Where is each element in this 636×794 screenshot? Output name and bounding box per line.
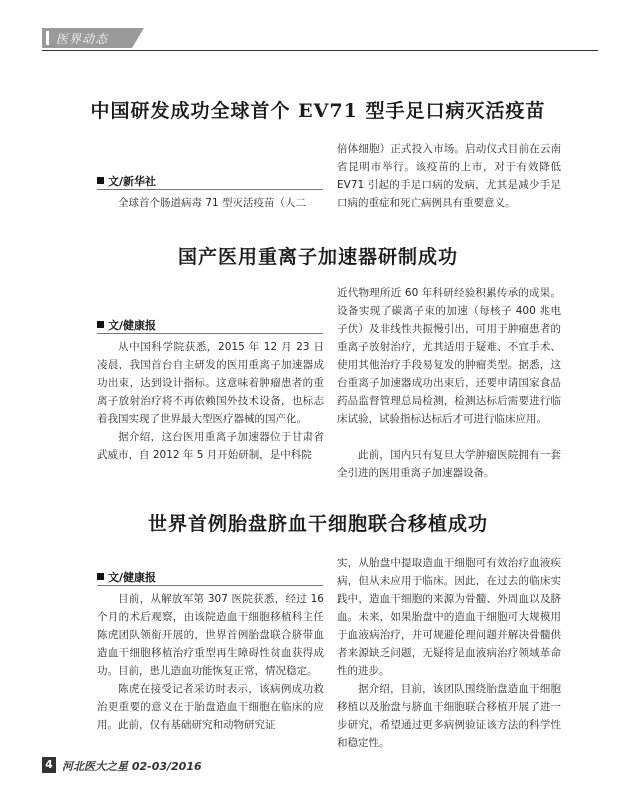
article-title: 国产医用重离子加速器研制成功 bbox=[177, 246, 458, 268]
article-paragraph: 目前，从解放军第 307 医院获悉，经过 16 个月的术后观察，由该院造血干细胞移植科主任陈虎团队领衔开展的，世界首例胎盘联合脐带血造血干细胞移植治疗重型再生障碍性贫血获得成功。目前，患儿造血功能恢复正常，情况稳定。 bbox=[97, 593, 324, 677]
article-paragraph: 实，从胎盘中提取造血干细胞可有效治疗血液疾病，但从未应用于临床。因此，在过去的临床实践中，造血干细胞的来源为骨髓、外周血以及脐血。未来，如果胎盘中的造血干细胞可大规模用于血液病治疗，并可规避伦理问题并解决骨髓供者来源缺乏问题，无疑将是血液病治疗领域革命性的进步。 bbox=[337, 557, 561, 677]
section-tab-mark bbox=[46, 31, 49, 45]
byline-marker-icon bbox=[97, 321, 104, 328]
article-byline bbox=[97, 317, 156, 333]
byline-marker-icon bbox=[97, 573, 104, 580]
article-paragraph: 近代物理所近 60 年科研经验积累传承的成果。设备实现了碳离子束的加速（每核子 400 兆电子伏）及非线性共振慢引出，可用于肿瘤患者的重离子放射治疗，尤其适用于疑难、不宜手术、使用其他治疗手段易复发的肿瘤类型。据悉，这台重离子加速器成功出束后，还要申请国家食品药品监督管理总局检测，检测达标后需要进行临床试验，试验指标达标后才可进行临床应用。 bbox=[337, 287, 561, 425]
byline-text: 文/新华社 bbox=[108, 175, 157, 188]
article-byline bbox=[97, 173, 156, 189]
article-paragraph: 从中国科学院获悉，2015 年 12 月 23 日凌晨，我国首台自主研发的医用重离子加速器成功出束，达到设计指标。这意味着肿瘤患者的重离子放射治疗将不再依赖国外技术设备，也标志着我国实现了世界最大型医疗器械的国产化。 bbox=[97, 341, 324, 425]
section-label: 医界动态 bbox=[56, 32, 109, 46]
section-tab bbox=[42, 28, 132, 48]
article-title: 世界首例胎盘脐血干细胞联合移植成功 bbox=[147, 513, 488, 535]
byline-text: 文/健康报 bbox=[108, 319, 157, 332]
byline-rule bbox=[97, 189, 323, 190]
article-paragraph: 据介绍，这台医用重离子加速器位于甘肃省武威市，自 2012 年 5 月开始研制，是中科院 bbox=[97, 431, 324, 461]
page-number: 4 bbox=[42, 757, 56, 773]
article-paragraph: 倍体细胞）正式投入市场。启动仪式目前在云南省昆明市举行。该疫苗的上市，对于有效降低 EV71 引起的手足口病的发病，尤其是减少手足口病的重症和死亡病例具有重要意义。 bbox=[337, 143, 561, 209]
page-footer bbox=[42, 757, 342, 773]
byline-rule bbox=[97, 333, 323, 334]
article-paragraph: 陈虎在接受记者采访时表示，该病例成功救治更重要的意义在于胎盘造血干细胞在临床的应用。此前，仅有基础研究和动物研究证 bbox=[97, 683, 324, 731]
article-title: 中国研发成功全球首个 EV71 型手足口病灭活疫苗 bbox=[90, 100, 546, 122]
article-paragraph: 全球首个肠道病毒 71 型灭活疫苗（人二 bbox=[118, 197, 307, 209]
header-rule bbox=[42, 50, 598, 51]
publication-title: 河北医大之星 02-03/2016 bbox=[62, 760, 202, 773]
article-byline bbox=[97, 569, 156, 585]
section-header bbox=[42, 28, 598, 50]
byline-rule bbox=[97, 585, 323, 586]
article-paragraph: 此前，国内只有复旦大学肿瘤医院拥有一套全引进的医用重离子加速器设备。 bbox=[337, 449, 561, 479]
byline-text: 文/健康报 bbox=[108, 571, 157, 584]
byline-marker-icon bbox=[97, 177, 104, 184]
article-paragraph: 据介绍，目前，该团队围绕胎盘造血干细胞移植以及胎盘与脐血干细胞联合移植开展了进一步研究，希望通过更多病例验证该方法的科学性和稳定性。 bbox=[337, 683, 561, 749]
